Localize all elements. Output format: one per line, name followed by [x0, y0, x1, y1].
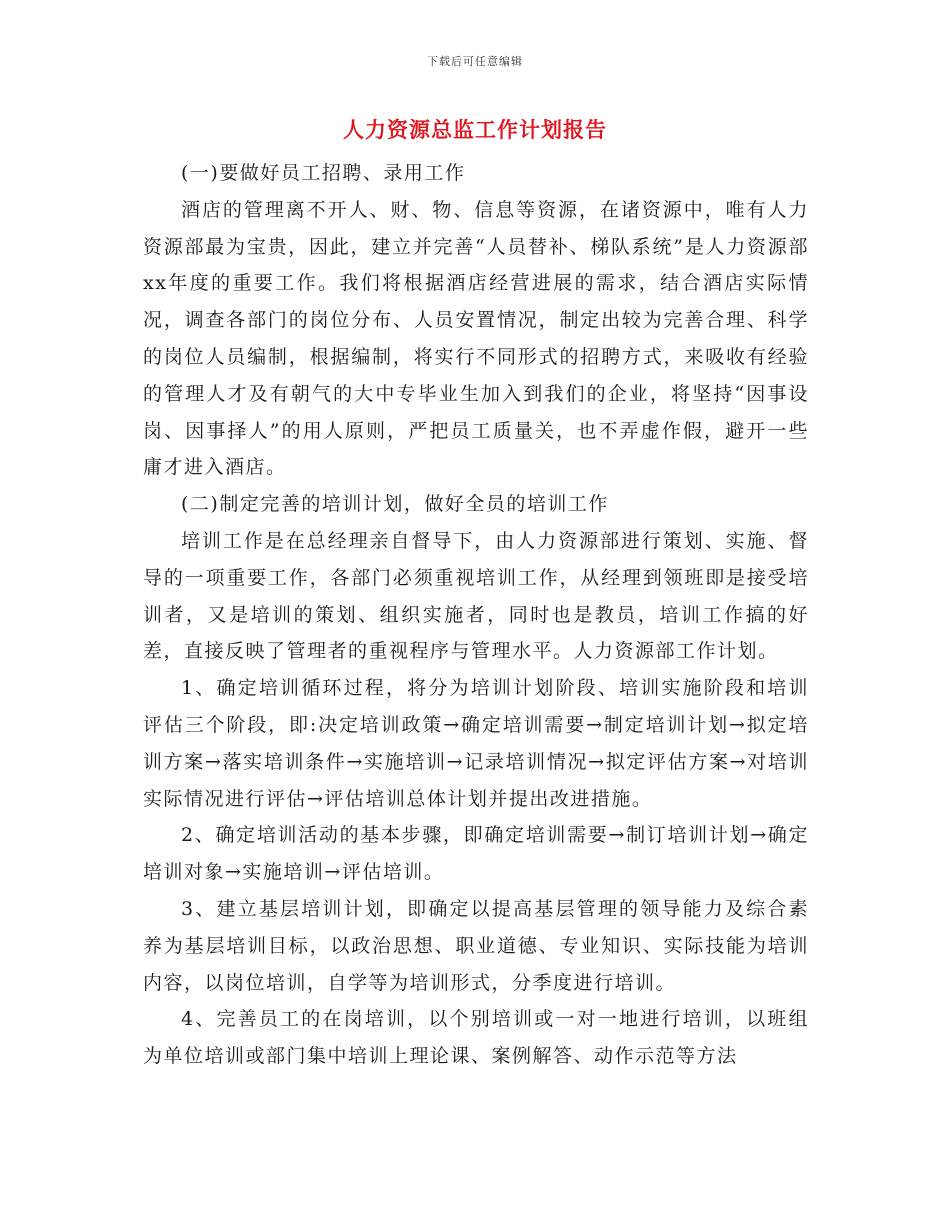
list-item-2: 2、确定培训活动的基本步骤，即确定培训需要→制订培训计划→确定培训对象→实施培训→评估培训。 — [143, 824, 809, 884]
header-note: 下载后可任意编辑 — [427, 55, 523, 68]
document-body — [143, 155, 809, 1075]
document-title: 人力资源总监工作计划报告 — [343, 118, 607, 142]
list-item-3: 3、建立基层培训计划，即确定以提高基层管理的领导能力及综合素养为基层培训目标，以政治思想、职业道德、专业知识、实际技能为培训内容，以岗位培训，自学等为培训形式，分季度进行培训。 — [143, 897, 809, 994]
paragraph-recruitment: 酒店的管理离不开人、财、物、信息等资源，在诸资源中，唯有人力资源部最为宝贵，因此，建立并完善“人员替补、梯队系统”是人力资源部xx年度的重要工作。我们将根据酒店经营进展的需求，结合酒店实际情况，调查各部门的岗位分布、人员安置情况，制定出较为完善合理、科学的岗位人员编制，根据编制，将实行不同形式的招聘方式，来吸收有经验的管理人才及有朝气的大中专毕业生加入到我们的企业，将坚持“因事设岗、因事择人”的用人原则，严把员工质量关，也不弄虚作假，避开一些庸才进入酒店。 — [143, 198, 809, 479]
list-item-1: 1、确定培训循环过程，将分为培训计划阶段、培训实施阶段和培训评估三个阶段，即:决定培训政策→确定培训需要→制定培训计划→拟定培训方案→落实培训条件→实施培训→记录培训情况→拟定评估方案→对培训实际情况进行评估→评估培训总体计划并提出改进措施。 — [143, 677, 809, 810]
paragraph-training: 培训工作是在总经理亲自督导下，由人力资源部进行策划、实施、督导的一项重要工作，各部门必须重视培训工作，从经理到领班即是接受培训者，又是培训的策划、组织实施者，同时也是教员，培训工作搞的好差，直接反映了管理者的重视程序与管理水平。人力资源部工作计划。 — [143, 529, 809, 663]
section-heading-training: (二)制定完善的培训计划，做好全员的培训工作 — [181, 493, 609, 516]
list-item-4: 4、完善员工的在岗培训，以个别培训或一对一地进行培训，以班组为单位培训或部门集中培训上理论课、案例解答、动作示范等方法 — [143, 1008, 809, 1068]
section-heading-recruitment: (一)要做好员工招聘、录用工作 — [181, 162, 466, 184]
